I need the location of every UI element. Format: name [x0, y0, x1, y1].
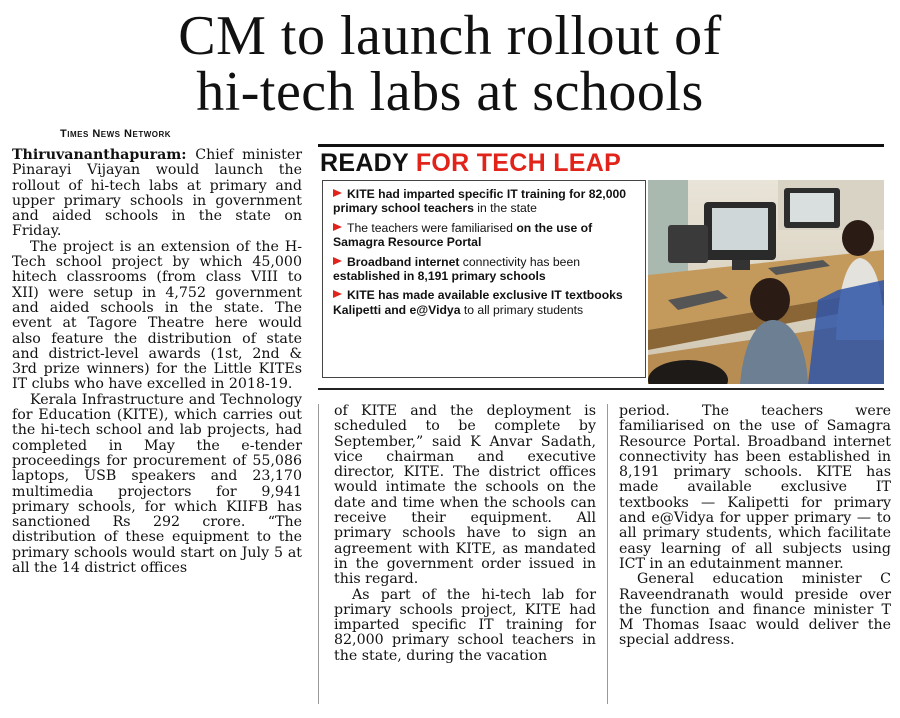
- sidebar-top-rule: [318, 144, 884, 147]
- fact-text: connectivity has been: [459, 254, 581, 269]
- fact-text: in the state: [473, 201, 537, 216]
- column-divider: [607, 404, 608, 704]
- paragraph: Kerala Infrastructure and Technology for Education (KITE), which carries out the hi-tech school and lab projects, had completed in May the e-tender proceedings for procurement of 55,086 laptops, USB speakers and 23,170 multimedia projectors for 9,941 primary schools, for which KIIFB has sanctioned Rs 292 crore. “The distribution of these equipment to the primary schools would start on July 5 at all the 14 district offices: [12, 391, 302, 577]
- fact-item: [333, 255, 637, 284]
- arrow-icon: [333, 189, 342, 197]
- fact-bold: established in 8,191 primary schools: [333, 269, 546, 284]
- students-at-computers-photo: [648, 180, 884, 384]
- fact-box: [322, 180, 646, 378]
- article-column-2: [334, 404, 596, 664]
- fact-item: [333, 288, 637, 317]
- fact-item: [333, 221, 637, 250]
- fact-bold: Broadband internet: [347, 254, 460, 269]
- photo-illustration: [648, 180, 884, 384]
- paragraph: The project is an extension of the H-Tech school project by which 45,000 hitech classrooms (from class VIII to XII) were setup in 4,752 government and aided schools in the state. The event at Tagore Theatre here would also feature the distribution of state and district-level awards (1st, 2nd & 3rd prize winners) for the Little KITEs IT clubs who have excelled in 2018-19.: [12, 238, 302, 393]
- sidebar-title-part-2: FOR TECH LEAP: [415, 149, 622, 177]
- arrow-icon: [333, 223, 342, 231]
- article-column-3: [619, 404, 891, 649]
- article-column-1: [12, 148, 302, 576]
- lead-text: Chief minister Pinarayi Vijayan would launch the rollout of hi-tech labs at primary and upper primary schools in government and aided schools in the state on Friday.: [12, 147, 302, 240]
- column-divider: [318, 404, 319, 704]
- sidebar-title: [320, 148, 621, 178]
- fact-bold: on the use of Samagra Resource Portal: [333, 220, 593, 250]
- arrow-icon: [333, 257, 342, 265]
- fact-bold: KITE had imparted specific IT training for 82,000 primary school teachers: [333, 187, 627, 216]
- fact-bold: KITE has made available exclusive IT textbooks Kalipetti and e@Vidya: [333, 288, 623, 317]
- lead-paragraph: [12, 148, 302, 240]
- fact-text: The teachers were familiarised: [347, 220, 517, 235]
- headline-line-1: CM to launch rollout of: [178, 5, 722, 67]
- headline: [0, 5, 900, 123]
- paragraph: As part of the hi-tech lab for primary schools project, KITE had imparted specific IT training for 82,000 primary school teachers in the state, during the vacation: [334, 586, 596, 664]
- fact-text: to all primary students: [460, 302, 584, 317]
- headline-line-2: hi-tech labs at schools: [196, 61, 704, 123]
- sidebar-title-part-1: READY: [320, 149, 416, 177]
- paragraph: General education minister C Raveendranath would preside over the function and finance minister T M Thomas Isaac would deliver the special address.: [619, 571, 891, 649]
- paragraph: of KITE and the deployment is scheduled to be complete by September,” said K Anvar Sadath, vice chairman and executive director, KITE. The district offices would intimate the schools on the date and time when the schools can receive their equipment. All primary schools have to sign an agreement with KITE, as mandated in the government order issued in this regard.: [334, 403, 596, 588]
- arrow-icon: [333, 290, 342, 298]
- paragraph: period. The teachers were familiarised on the use of Samagra Resource Portal. Broadband internet connectivity has been established in 8,191 primary schools. KITE has made available exclusive IT textbooks — Kalipetti for primary and e@Vidya for upper primary — to all primary students, which facilitate easy learning of all subjects using ICT in an edutainment manner.: [619, 403, 891, 572]
- dateline: Thiruvananthapuram:: [12, 147, 187, 163]
- fact-item: [333, 187, 637, 216]
- sidebar-bottom-rule: [318, 388, 884, 390]
- byline: Times News Network: [60, 128, 172, 140]
